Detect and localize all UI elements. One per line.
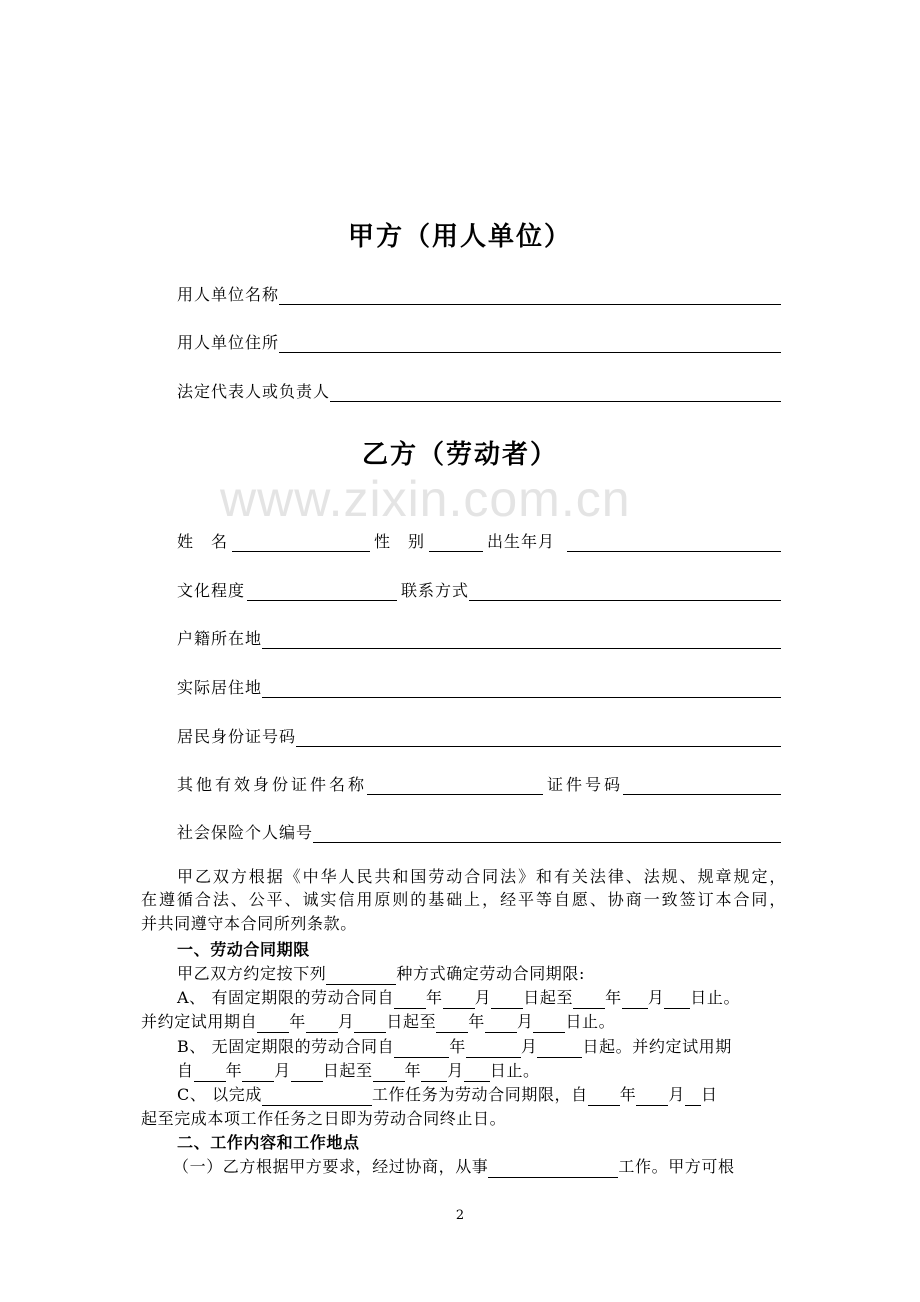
field-residence[interactable]	[177, 676, 781, 698]
text: 年	[225, 1061, 243, 1080]
text: 月	[668, 1085, 685, 1104]
blank-contact[interactable]	[469, 580, 781, 601]
field-row-education-contact	[177, 579, 781, 601]
label: 居民身份证号码	[177, 727, 297, 746]
text: 工作任务为劳动合同期限，自	[371, 1085, 588, 1104]
paragraph-line	[141, 913, 786, 935]
field-hukou[interactable]	[177, 627, 781, 649]
blank[interactable]	[394, 1039, 449, 1058]
blank[interactable]	[573, 990, 605, 1009]
section-heading: 一、劳动合同期限	[177, 940, 310, 959]
blank[interactable]	[464, 1063, 490, 1082]
label: 实际居住地	[177, 678, 263, 697]
paragraph-line	[141, 866, 786, 888]
text: 并约定试用期自	[141, 1012, 258, 1031]
label-education: 文化程度	[177, 581, 246, 600]
blank-birth[interactable]	[567, 531, 781, 552]
blank[interactable]	[622, 990, 648, 1009]
text: 日起至	[523, 988, 574, 1007]
field-social-insurance[interactable]	[177, 821, 781, 843]
paragraph-line	[141, 963, 786, 985]
text: 年	[404, 1061, 422, 1080]
blank[interactable]	[588, 1087, 620, 1106]
field-id-number[interactable]	[177, 725, 781, 747]
label-cert-number: 证件号码	[547, 775, 624, 794]
blank[interactable]	[466, 1039, 521, 1058]
blank[interactable]	[491, 990, 523, 1009]
label: 用人单位名称	[177, 285, 280, 304]
watermark: www.zixin.com.cn	[220, 471, 631, 527]
label-birth: 出生年月	[487, 532, 556, 551]
text: 并共同遵守本合同所列条款。	[141, 914, 357, 933]
text: 种方式确定劳动合同期限:	[396, 964, 585, 983]
blank-education[interactable]	[247, 582, 397, 601]
text: 月	[274, 1061, 291, 1080]
text: 日起。并约定试用期	[582, 1037, 732, 1056]
party-a-heading: 甲方（用人单位）	[347, 222, 572, 252]
text: 年	[605, 988, 622, 1007]
field-row-name-gender-birth	[177, 530, 781, 552]
label-other-id: 其他有效身份证件名称	[177, 775, 368, 794]
text: C、 以完成	[177, 1085, 262, 1104]
text: 自	[177, 1061, 194, 1080]
text: （一）乙方根据甲方要求，经过协商，从事	[173, 1157, 489, 1176]
field-employer-address[interactable]	[177, 331, 781, 353]
blank-other-id[interactable]	[367, 776, 543, 795]
text: 月	[516, 1012, 534, 1031]
blank[interactable]	[488, 1159, 618, 1178]
text: 日起至	[386, 1012, 437, 1031]
label: 社会保险个人编号	[177, 823, 314, 842]
text: 日止。	[489, 1061, 540, 1080]
blank[interactable]	[291, 1063, 323, 1082]
paragraph-line	[141, 987, 811, 1009]
blank[interactable]	[194, 1063, 226, 1082]
blank[interactable]	[262, 1087, 372, 1106]
text: 年	[619, 1085, 637, 1104]
label: 用人单位住所	[177, 333, 280, 352]
text: 日止。	[565, 1012, 616, 1031]
text: 日起至	[322, 1061, 373, 1080]
blank[interactable]	[279, 284, 781, 305]
label: 户籍所在地	[177, 629, 263, 648]
text: 月	[474, 988, 492, 1007]
blank[interactable]	[262, 628, 781, 649]
paragraph-line	[141, 1156, 818, 1178]
blank[interactable]	[537, 1039, 582, 1058]
blank[interactable]	[533, 1014, 565, 1033]
blank[interactable]	[354, 1014, 386, 1033]
text: 日	[700, 1085, 718, 1104]
blank[interactable]	[685, 1087, 701, 1106]
field-row-other-id	[177, 773, 781, 795]
paragraph-line	[141, 1108, 786, 1130]
blank[interactable]	[485, 1014, 517, 1033]
text: 年	[289, 1012, 306, 1031]
label: 法定代表人或负责人	[177, 382, 331, 401]
blank[interactable]	[373, 1063, 405, 1082]
text: 年	[468, 1012, 485, 1031]
text: 月	[520, 1037, 538, 1056]
paragraph-line	[141, 1084, 786, 1106]
blank-cert-number[interactable]	[623, 774, 781, 795]
paragraph-line	[141, 1011, 786, 1033]
blank[interactable]	[296, 726, 781, 747]
text: 月	[647, 988, 665, 1007]
field-legal-representative[interactable]	[177, 380, 781, 402]
text: 在遵循合法、公平、诚实信用原则的基础上，经平等自愿、协商一致签订本合同，	[141, 890, 786, 909]
blank[interactable]	[436, 1014, 468, 1033]
text: 年	[449, 1037, 466, 1056]
text: 年	[426, 988, 443, 1007]
blank-name[interactable]	[232, 533, 370, 552]
blank[interactable]	[313, 822, 781, 843]
blank[interactable]	[262, 677, 781, 698]
blank[interactable]	[257, 1014, 289, 1033]
paragraph-line	[141, 1036, 786, 1058]
blank[interactable]	[394, 990, 426, 1009]
text: 起至完成本项工作任务之日即为劳动合同终止日。	[141, 1109, 507, 1128]
text: 甲乙双方根据《中华人民共和国劳动合同法》和有关法律、法规、规章规定，	[177, 867, 786, 886]
section-heading: 二、工作内容和工作地点	[177, 1133, 360, 1152]
label-contact: 联系方式	[401, 581, 470, 600]
blank[interactable]	[636, 1087, 668, 1106]
page-number: 2	[455, 1208, 465, 1223]
text: 日止。	[690, 988, 741, 1007]
text: 月	[337, 1012, 355, 1031]
paragraph-line	[141, 889, 786, 911]
blank[interactable]	[306, 1014, 338, 1033]
blank[interactable]	[326, 966, 396, 985]
text: 工作。甲方可根	[618, 1157, 735, 1176]
blank[interactable]	[421, 1063, 447, 1082]
blank[interactable]	[330, 381, 781, 402]
text: A、 有固定期限的劳动合同自	[177, 988, 395, 1007]
party-b-heading: 乙方（劳动者）	[361, 440, 558, 470]
blank[interactable]	[443, 990, 475, 1009]
paragraph-line	[141, 1060, 786, 1082]
blank[interactable]	[279, 332, 781, 353]
blank[interactable]	[242, 1063, 274, 1082]
text: 月	[447, 1061, 464, 1080]
label-gender: 性 别	[374, 532, 426, 551]
blank[interactable]	[664, 990, 690, 1009]
blank-gender[interactable]	[429, 533, 483, 552]
text: 甲乙双方约定按下列	[177, 964, 327, 983]
label-name: 姓 名	[177, 532, 229, 551]
field-employer-name[interactable]	[177, 283, 781, 305]
text: B、 无固定期限的劳动合同自	[177, 1037, 395, 1056]
